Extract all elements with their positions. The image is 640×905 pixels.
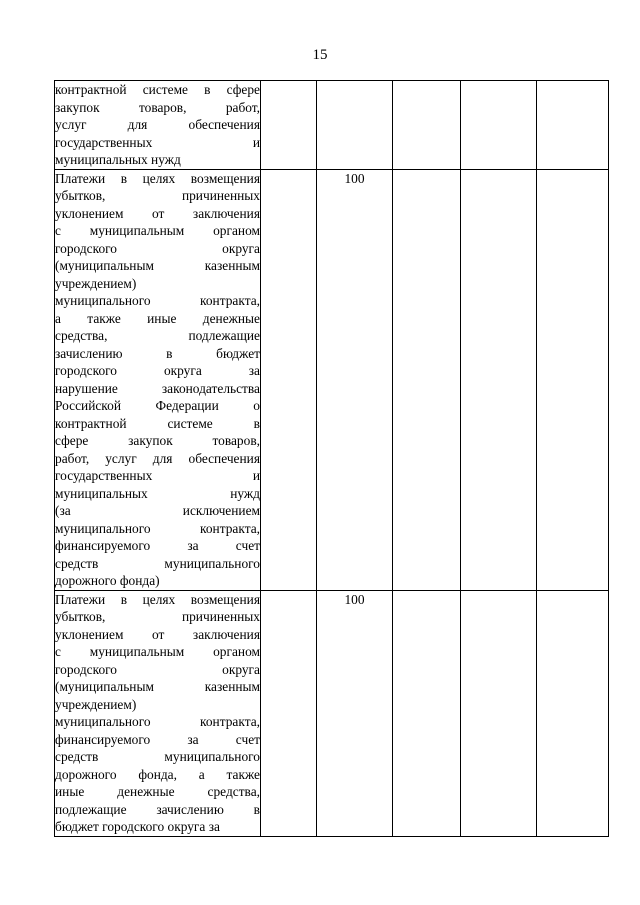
text-line: бюджет городского округа за (55, 819, 220, 834)
percent-value: 100 (344, 170, 365, 186)
empty-cell (261, 169, 317, 590)
text-line: учреждением) (55, 275, 137, 291)
text-line: контрактной системе в сфере (55, 82, 260, 97)
text-line: иные денежные средства, (55, 784, 260, 799)
text-line: Платежи в целях возмещения (55, 170, 260, 186)
text-line: услуг для обеспечения (55, 117, 260, 132)
text-line: государственных и (55, 134, 260, 150)
text-line: муниципальных нужд (55, 152, 181, 167)
text-line: с муниципальным органом (55, 644, 260, 659)
text-line: средства, подлежащие (55, 328, 260, 343)
text-line: (муниципальным казенным (55, 679, 260, 694)
text-line: работ, услуг для обеспечения (55, 450, 260, 466)
text-line: подлежащие зачислению в (55, 801, 260, 817)
empty-cell (537, 81, 609, 170)
description-cell (55, 590, 261, 836)
text-line: убытков, причиненных (55, 188, 260, 203)
text-line: дорожного фонда, а также (55, 766, 260, 782)
text-line: зачислению в бюджет (55, 345, 260, 361)
text-line: с муниципальным органом (55, 223, 260, 238)
empty-cell (393, 169, 461, 590)
text-line: городского округа (55, 240, 260, 256)
table-row (55, 590, 609, 836)
text-line: государственных и (55, 468, 260, 483)
empty-cell (537, 169, 609, 590)
text-line: закупок товаров, работ, (55, 99, 260, 115)
description-text (55, 591, 260, 836)
description-text (55, 81, 260, 169)
empty-cell (461, 81, 537, 170)
empty-cell (461, 590, 537, 836)
text-line: Российской Федерации о (55, 398, 260, 413)
text-line: городского округа (55, 661, 260, 677)
budget-table (54, 80, 609, 837)
empty-cell (393, 81, 461, 170)
text-line: дорожного фонда) (55, 573, 160, 588)
page-number: 15 (312, 47, 328, 63)
text-line: уклонением от заключения (55, 205, 260, 221)
description-cell (55, 81, 261, 170)
description-text (55, 170, 260, 590)
text-line: нарушение законодательства (55, 380, 260, 396)
percent-cell (317, 169, 393, 590)
text-line: средств муниципального (55, 555, 260, 571)
empty-cell (393, 590, 461, 836)
text-line: муниципального контракта, (55, 293, 260, 308)
text-line: муниципального контракта, (55, 520, 260, 536)
text-line: финансируемого за счет (55, 538, 260, 553)
text-line: уклонением от заключения (55, 626, 260, 642)
text-line: контрактной системе в (55, 415, 260, 431)
text-line: а также иные денежные (55, 310, 260, 326)
empty-cell (537, 590, 609, 836)
text-line: учреждением) (55, 696, 137, 712)
text-line: Платежи в целях возмещения (55, 591, 260, 607)
description-cell (55, 169, 261, 590)
percent-cell (317, 590, 393, 836)
text-line: финансируемого за счет (55, 731, 260, 747)
empty-cell (261, 81, 317, 170)
percent-cell (317, 81, 393, 170)
text-line: муниципального контракта, (55, 714, 260, 729)
table-row (55, 81, 609, 170)
text-line: (муниципальным казенным (55, 258, 260, 273)
percent-value: 100 (344, 591, 365, 607)
text-line: городского округа за (55, 363, 260, 378)
empty-cell (261, 590, 317, 836)
empty-cell (461, 169, 537, 590)
text-line: сфере закупок товаров, (55, 433, 260, 448)
table-row (55, 169, 609, 590)
text-line: муниципальных нужд (55, 485, 260, 501)
text-line: (за исключением (55, 503, 260, 518)
text-line: убытков, причиненных (55, 609, 260, 624)
text-line: средств муниципального (55, 749, 260, 764)
